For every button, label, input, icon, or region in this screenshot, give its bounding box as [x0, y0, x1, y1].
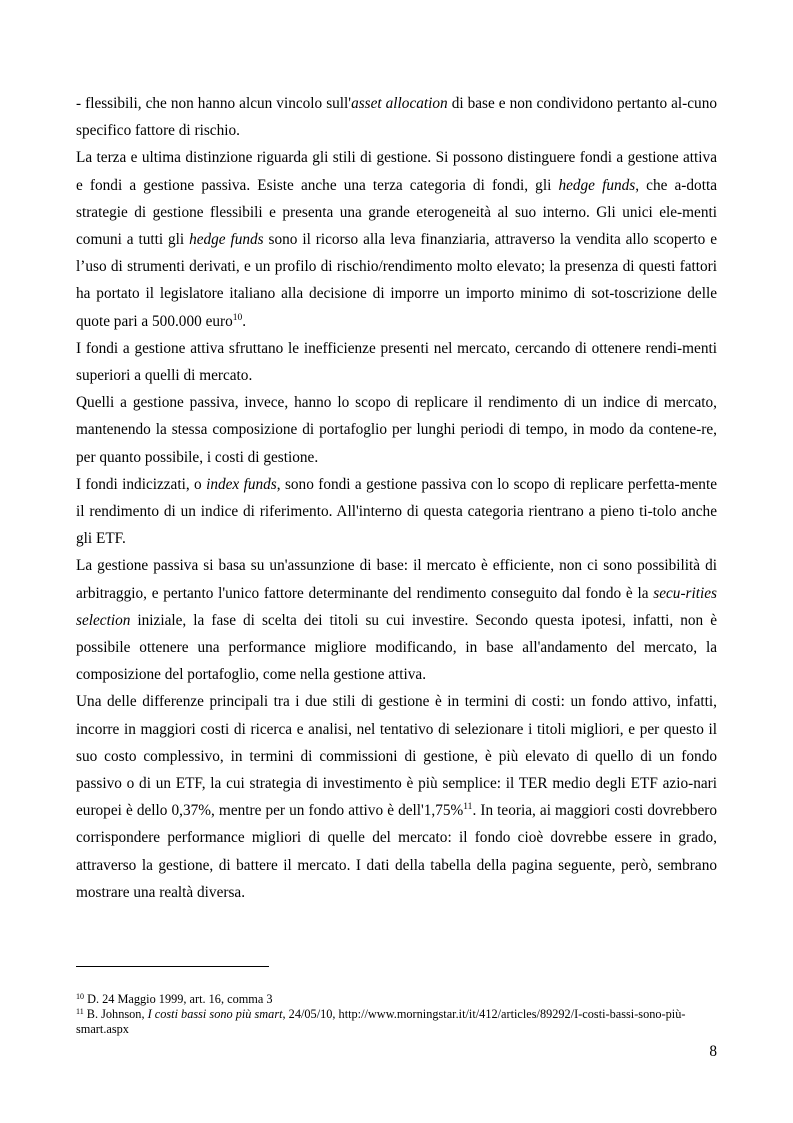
text-run: Quelli a gestione passiva, invece, hanno lo scopo di replicare il rendimento di un indice di mercato, mantenendo la stessa composizione di portafoglio per lunghi periodi di tempo, in modo da contene-re, per quanto possibile, i costi di gestione.	[76, 394, 717, 466]
footnote-ref: 11	[463, 802, 473, 813]
text-run: La gestione passiva si basa su un'assunzione di base: il mercato è efficiente, non ci sono possibilità di arbitraggio, e pertanto l'unico fattore determinante del rendimento conseguito dal fondo è la	[76, 557, 717, 602]
paragraph	[76, 471, 717, 553]
paragraph	[76, 389, 717, 471]
text-run: . In teoria, ai maggiori costi dovrebbero corrispondere performance migliori di quelle del mercato: il fondo cioè dovrebbe essere in grado, attraverso la gestione, di battere il mercato. I dati della tabella della pagina seguente, però, sembrano mostrare una realtà diversa.	[76, 802, 717, 901]
text-run: Una delle differenze principali tra i due stili di gestione è in termini di costi: un fondo attivo, infatti, incorre in maggiori costi di ricerca e analisi, nel tentativo di selezionare i titoli migliori, e per questo il suo costo complessivo, in termini di commissioni di gestione, è più elevato di quello di un fondo passivo o di un ETF, la cui strategia di investimento è più semplice: il TER medio degli ETF azio-nari europei è dello 0,37%, mentre per un fondo attivo è dell'1,75%	[76, 693, 717, 820]
text-run: di base e non condividono pertanto al-cuno specifico fattore di rischio.	[76, 95, 718, 140]
footnote	[76, 992, 717, 1007]
text-run: , che a-dotta strategie di gestione flessibili e presenta una grande eterogeneità al suo interno. Gli unici ele-menti comuni a tutti gli	[76, 176, 717, 249]
text-run: .	[242, 312, 247, 330]
text-run: sono il ricorso alla leva finanziaria, attraverso la vendita allo scoperto e l’uso di strumenti derivati, e un profilo di rischio/rendimento molto elevato; la presenza di questi fattori ha portato il legislatore italiano alla decisione di imporre un importo minimo di sot-toscrizione delle quote pari a 500.000 euro	[76, 231, 717, 330]
text-run: D. 24 Maggio 1999, art. 16, comma 3	[84, 992, 273, 1006]
text-run: La terza e ultima distinzione riguarda gli stili di gestione. Si possono distinguere fondi a gestione attiva e fondi a gestione passiva. Esiste anche una terza categoria di fondi, gli	[76, 149, 717, 194]
paragraph	[76, 144, 717, 334]
text-run: I fondi indicizzati, o	[76, 475, 207, 493]
footnote-ref: 10	[76, 992, 84, 1001]
italic-term: I costi bassi sono più smart	[147, 1007, 283, 1021]
italic-term: secu-rities selection	[76, 584, 717, 629]
paragraph	[76, 688, 717, 906]
footnote-separator	[76, 966, 269, 967]
footnote	[76, 1007, 717, 1037]
text-run: I fondi a gestione attiva sfruttano le inefficienze presenti nel mercato, cercando di ottenere rendi-menti superiori a quelli di mercato.	[76, 339, 717, 385]
italic-term: index funds	[206, 475, 277, 493]
text-run: , sono fondi a gestione passiva con lo scopo di replicare perfetta-mente il rendimento di un indice di riferimento. All'interno di questa categoria rientrano a pieno ti-tolo anche gli ETF.	[76, 475, 717, 548]
text-run: B. Johnson,	[83, 1007, 148, 1021]
paragraph	[76, 552, 717, 688]
text-run: , 24/05/10, http://www.morningstar.it/it/412/articles/89292/I-costi-bassi-sono-più-smart.aspx	[76, 1007, 686, 1036]
footnote-ref: 10	[232, 312, 243, 323]
italic-term: asset allocation	[351, 95, 448, 112]
italic-term: hedge funds	[189, 231, 264, 249]
footnotes	[76, 992, 717, 1037]
italic-term: hedge funds	[558, 176, 636, 194]
body-text	[76, 90, 717, 906]
text-run: iniziale, la fase di scelta dei titoli su cui investire. Secondo questa ipotesi, infatti, non è possibile ottenere una performance migliore modificando, in base all'andamento del mercato, la composizione del portafoglio, come nella gestione attiva.	[76, 611, 717, 684]
page-number: 8	[709, 1043, 717, 1060]
text-run: - flessibili, che non hanno alcun vincolo sull'	[76, 95, 352, 112]
paragraph	[76, 335, 717, 389]
paragraph	[76, 90, 717, 144]
footnote-ref: 11	[76, 1007, 84, 1016]
